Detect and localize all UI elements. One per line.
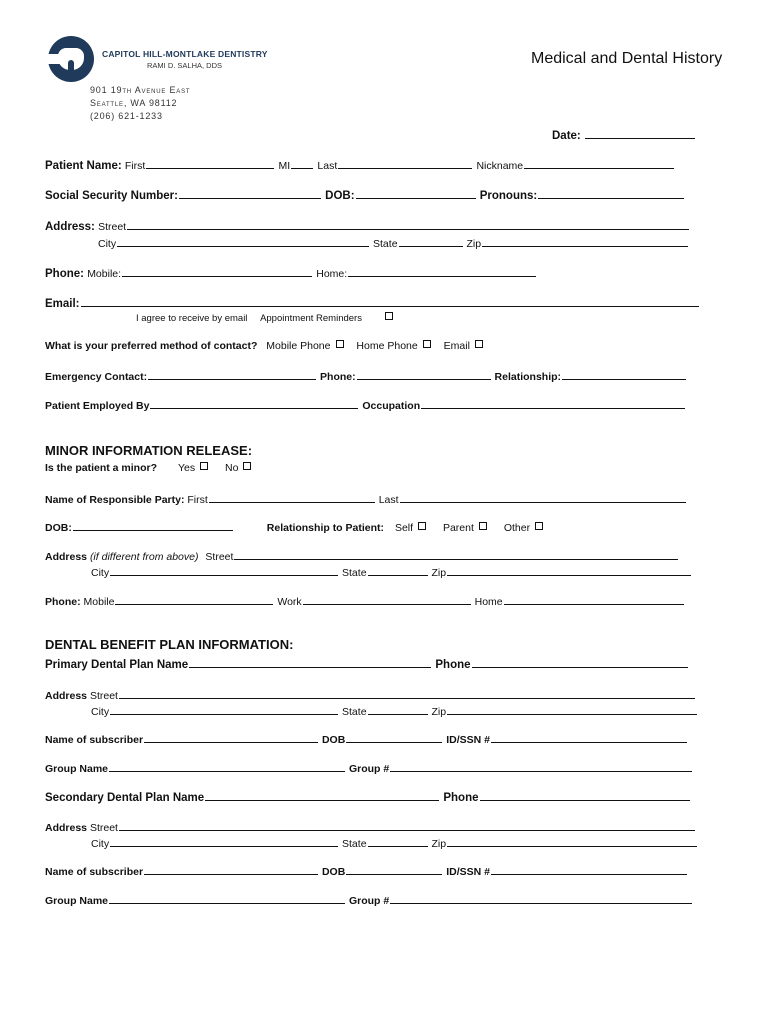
patient-name-row (45, 157, 675, 172)
secondary-subscriber-field[interactable] (144, 863, 318, 875)
primary-phone-label: Phone (435, 659, 471, 671)
last-name-field[interactable] (338, 157, 472, 169)
minor-dob-row (45, 519, 543, 534)
minor-home-field[interactable] (504, 593, 684, 605)
practice-phone: (206) 621-1233 (90, 111, 163, 121)
primary-city-label: City (91, 706, 110, 718)
practice-logo (48, 36, 94, 82)
patient-city-row (98, 235, 689, 250)
primary-address-row (45, 687, 696, 702)
minor-street-field[interactable] (234, 548, 678, 560)
minor-street-label: Street (205, 551, 234, 563)
minor-no-checkbox[interactable] (243, 462, 251, 470)
relationship-field[interactable] (562, 368, 686, 380)
secondary-plan-label: Secondary Dental Plan Name (45, 792, 205, 804)
ssn-field[interactable] (179, 187, 321, 199)
street-label: Street (98, 221, 127, 233)
is-minor-row (45, 462, 251, 474)
home-phone-field[interactable] (348, 265, 536, 277)
primary-group-no-label: Group # (348, 763, 390, 775)
secondary-id-field[interactable] (491, 863, 687, 875)
emergency-row (45, 368, 687, 383)
responsible-label: Name of Responsible Party: (45, 494, 185, 506)
secondary-subscriber-label: Name of subscriber (45, 866, 144, 878)
city-field[interactable] (117, 235, 369, 247)
rel-parent-checkbox[interactable] (479, 522, 487, 530)
minor-city-label: City (91, 567, 110, 579)
patient-address-row (45, 218, 690, 233)
minor-address-label: Address (45, 551, 88, 563)
emergency-label: Emergency Contact: (45, 371, 148, 383)
secondary-zip-field[interactable] (447, 835, 697, 847)
ssn-label: Social Security Number: (45, 190, 178, 202)
minor-work-field[interactable] (303, 593, 471, 605)
responsible-last-field[interactable] (400, 491, 686, 503)
zip-label: Zip (466, 238, 482, 250)
primary-state-label: State (342, 706, 367, 718)
employed-label: Patient Employed By (45, 400, 150, 412)
email-checkbox[interactable] (475, 340, 483, 348)
appt-reminders-checkbox[interactable] (385, 312, 393, 320)
primary-plan-row (45, 656, 689, 671)
minor-yes-checkbox[interactable] (200, 462, 208, 470)
primary-zip-label: Zip (431, 706, 447, 718)
secondary-state-field[interactable] (368, 835, 428, 847)
responsible-party-row (45, 491, 687, 506)
primary-dob-label: DOB (321, 734, 346, 746)
minor-city-row (91, 564, 692, 579)
dental-heading: DENTAL BENEFIT PLAN INFORMATION: (45, 637, 294, 652)
secondary-city-label: City (91, 838, 110, 850)
secondary-street-label: Street (89, 822, 118, 834)
mobile-label: Mobile: (87, 268, 122, 280)
patient-phone-row (45, 265, 537, 280)
secondary-group-no-label: Group # (348, 895, 390, 907)
responsible-first-label: First (187, 494, 208, 506)
secondary-street-field[interactable] (119, 819, 695, 831)
last-label: Last (317, 160, 338, 172)
nickname-field[interactable] (524, 157, 674, 169)
minor-city-field[interactable] (110, 564, 338, 576)
zip-field[interactable] (482, 235, 688, 247)
phone-label: Phone: (45, 268, 84, 280)
secondary-dob-label: DOB (321, 866, 346, 878)
primary-city-field[interactable] (110, 703, 338, 715)
minor-work-label: Work (277, 596, 302, 608)
primary-id-field[interactable] (491, 731, 687, 743)
primary-phone-field[interactable] (472, 656, 688, 668)
secondary-id-label: ID/SSN # (446, 866, 490, 878)
email-row (45, 295, 700, 310)
contact-method-row (45, 340, 483, 352)
employer-field[interactable] (150, 397, 358, 409)
secondary-city-field[interactable] (110, 835, 338, 847)
mobile-field[interactable] (122, 265, 312, 277)
primary-street-label: Street (89, 690, 118, 702)
mi-label: MI (278, 160, 291, 172)
contact-option-mobile: Mobile Phone (266, 340, 331, 352)
minor-mobile-label: Mobile (83, 596, 115, 608)
practice-name: CAPITOL HILL-MONTLAKE DENTISTRY (102, 49, 268, 59)
home-label: Home: (316, 268, 348, 280)
primary-address-label: Address (45, 690, 88, 702)
primary-plan-label: Primary Dental Plan Name (45, 659, 189, 671)
minor-phone-row (45, 593, 685, 608)
rel-self-label: Self (394, 522, 414, 534)
primary-subscriber-row (45, 731, 688, 746)
first-label: First (124, 160, 146, 172)
employer-row (45, 397, 686, 412)
street-field[interactable] (127, 218, 689, 230)
responsible-last-label: Last (378, 494, 399, 506)
secondary-city-row (91, 835, 698, 850)
pronouns-field[interactable] (538, 187, 684, 199)
secondary-plan-field[interactable] (205, 789, 439, 801)
secondary-phone-label: Phone (443, 792, 479, 804)
minor-zip-field[interactable] (447, 564, 691, 576)
date-row (552, 127, 696, 142)
contact-option-email: Email (443, 340, 470, 352)
form-title: Medical and Dental History (531, 50, 723, 67)
primary-group-row (45, 760, 693, 775)
minor-heading: MINOR INFORMATION RELEASE: (45, 443, 253, 458)
primary-group-no-field[interactable] (390, 760, 692, 772)
ssn-row (45, 187, 685, 202)
minor-dob-label: DOB: (45, 522, 72, 534)
patient-name-label: Patient Name: (45, 160, 122, 172)
minor-address-note: (if different from above) (89, 551, 199, 563)
state-field[interactable] (399, 235, 463, 247)
rel-other-checkbox[interactable] (535, 522, 543, 530)
yes-label: Yes (177, 462, 196, 474)
city-label: City (98, 238, 117, 250)
primary-street-field[interactable] (119, 687, 695, 699)
first-name-field[interactable] (146, 157, 274, 169)
occupation-label: Occupation (362, 400, 421, 412)
relationship-to-patient-label: Relationship to Patient: (266, 522, 385, 534)
secondary-zip-label: Zip (431, 838, 447, 850)
secondary-plan-row (45, 789, 691, 804)
date-label: Date: (552, 130, 581, 142)
secondary-state-label: State (342, 838, 367, 850)
minor-phone-label: Phone: (45, 596, 81, 608)
agree-email-label: I agree to receive by email (136, 313, 248, 324)
primary-city-row (91, 703, 698, 718)
is-minor-label: Is the patient a minor? (45, 462, 158, 474)
minor-address-row (45, 548, 679, 563)
primary-zip-field[interactable] (447, 703, 697, 715)
responsible-first-field[interactable] (209, 491, 375, 503)
dob-field[interactable] (356, 187, 476, 199)
primary-subscriber-field[interactable] (144, 731, 318, 743)
secondary-group-name-label: Group Name (45, 895, 109, 907)
rel-self-checkbox[interactable] (418, 522, 426, 530)
dob-label: DOB: (325, 190, 355, 202)
rel-parent-label: Parent (442, 522, 474, 534)
minor-mobile-field[interactable] (115, 593, 273, 605)
emergency-contact-field[interactable] (148, 368, 316, 380)
primary-state-field[interactable] (368, 703, 428, 715)
date-field[interactable] (585, 127, 695, 139)
primary-group-name-field[interactable] (109, 760, 345, 772)
contact-question: What is your preferred method of contact? (45, 340, 258, 352)
doctor-name: RAMI D. SALHA, DDS (147, 61, 223, 70)
address-line2: Seattle, WA 98112 (90, 98, 178, 108)
secondary-subscriber-row (45, 863, 688, 878)
email-label: Email: (45, 298, 80, 310)
email-field[interactable] (81, 295, 699, 307)
primary-plan-field[interactable] (189, 656, 431, 668)
secondary-dob-field[interactable] (346, 863, 442, 875)
primary-id-label: ID/SSN # (446, 734, 490, 746)
address-line1: 901 19th Avenue East (90, 85, 191, 95)
state-label: State (373, 238, 398, 250)
minor-state-field[interactable] (368, 564, 428, 576)
secondary-group-row (45, 892, 693, 907)
minor-home-label: Home (474, 596, 503, 608)
emergency-phone-label: Phone: (320, 371, 356, 383)
rel-other-label: Other (503, 522, 531, 534)
secondary-group-no-field[interactable] (390, 892, 692, 904)
occupation-field[interactable] (421, 397, 685, 409)
secondary-group-name-field[interactable] (109, 892, 345, 904)
primary-subscriber-label: Name of subscriber (45, 734, 144, 746)
appt-reminders-label: Appointment Reminders (260, 313, 362, 324)
primary-group-name-label: Group Name (45, 763, 109, 775)
no-label: No (225, 462, 239, 474)
primary-dob-field[interactable] (346, 731, 442, 743)
nickname-label: Nickname (476, 160, 524, 172)
minor-zip-label: Zip (431, 567, 447, 579)
contact-option-home: Home Phone (356, 340, 418, 352)
emergency-phone-field[interactable] (357, 368, 491, 380)
mobile-phone-checkbox[interactable] (336, 340, 344, 348)
email-consent-row (136, 312, 393, 324)
secondary-address-label: Address (45, 822, 88, 834)
minor-dob-field[interactable] (73, 519, 233, 531)
secondary-address-row (45, 819, 696, 834)
address-label: Address: (45, 221, 95, 233)
home-phone-checkbox[interactable] (423, 340, 431, 348)
minor-state-label: State (342, 567, 367, 579)
pronouns-label: Pronouns: (479, 190, 538, 202)
tooth-icon (58, 48, 84, 70)
secondary-phone-field[interactable] (480, 789, 690, 801)
mi-field[interactable] (291, 157, 313, 169)
relationship-label: Relationship: (494, 371, 562, 383)
